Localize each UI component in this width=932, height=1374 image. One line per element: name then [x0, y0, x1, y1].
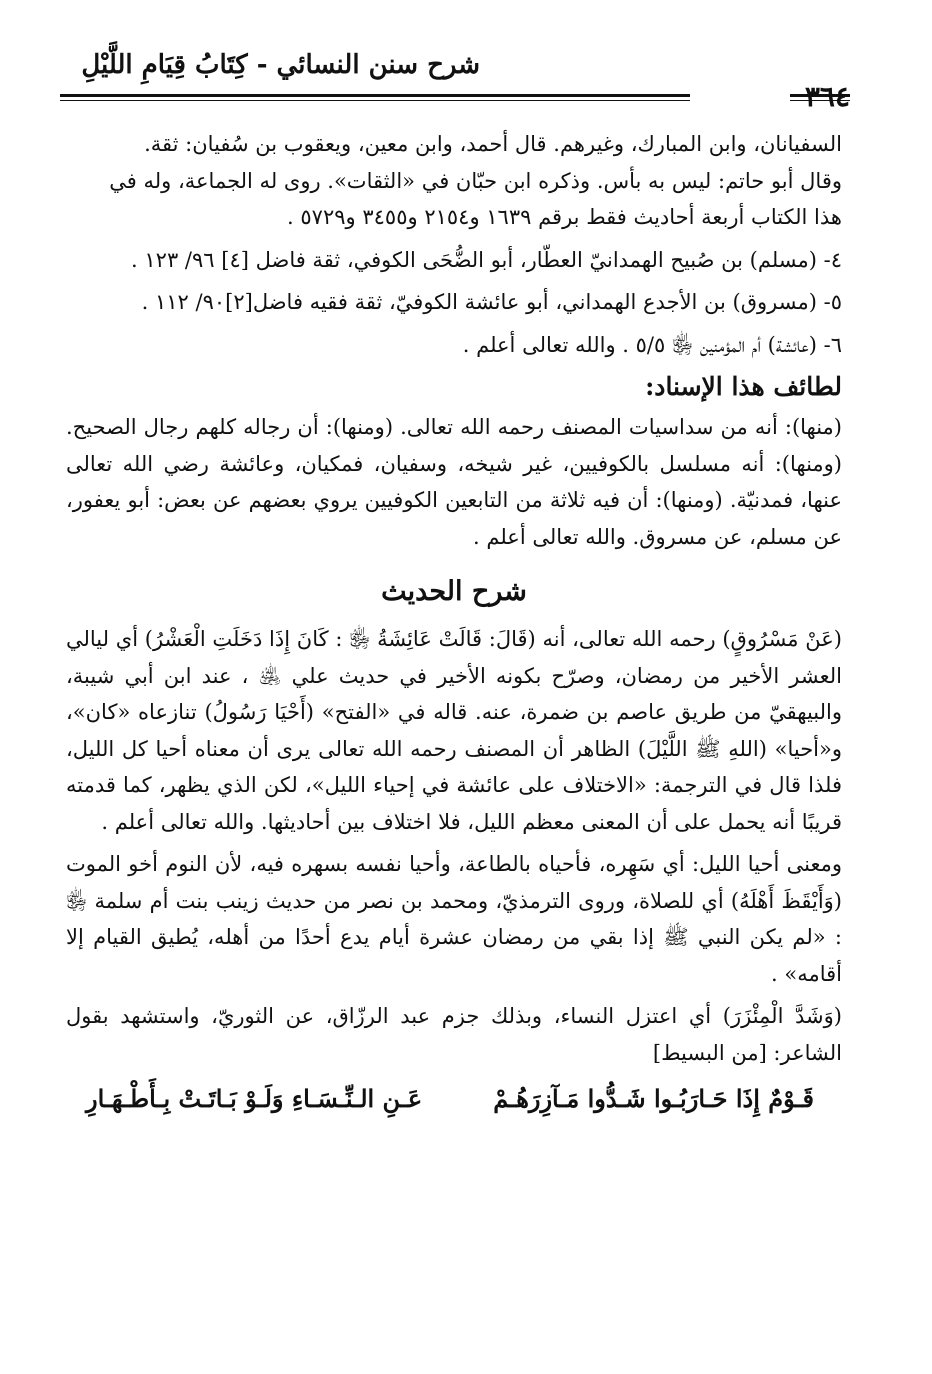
page-body	[66, 126, 842, 1121]
sharh-paragraph-3: (وَشَدَّ الْمِئْزَرَ) أي اعتزل النساء، وبذلك جزم عبد الرزّاق، عن الثوريّ، واستشهد بقول الشاعر: [من البسيط]	[66, 1004, 842, 1065]
page-number: ٣٦٤	[804, 80, 850, 113]
poetry-verse	[66, 1077, 842, 1121]
narrator-item-4: ٤- (مسلم) بن صُبيح الهمدانيّ العطّار، أبو الضُّحَى الكوفي، ثقة فاضل [٤] ٩٦/ ١٢٣ .	[131, 247, 842, 272]
lataif-paragraph: (منها): أنه من سداسيات المصنف رحمه الله تعالى. (ومنها): أن رجاله كلهم رجال الصحيح. (ومنها): أنه مسلسل بالكوفيين، غير شيخه، وسفيان، فمكيان، وعائشة رضي الله تعالى عنها، فمدنيّة. (ومنها): أن فيه ثلاثة من التابعين الكوفيين يروي بعضهم عن بعض: أبو يعفور، عن مسلم، عن مسروق. والله تعالى أعلم .	[66, 415, 842, 549]
sharh-paragraph-1: (عَنْ مَسْرُوقٍ) رحمه الله تعالى، أنه (قَالَ: قَالَتْ عَائِشَةُ ﵂ : كَانَ إِذَا دَخَلَتِ الْعَشْرُ) أي ليالي العشر الأخير من رمضان، وصرّح بكونه الأخير في حديث علي ﵁ ، عند ابن أبي شيبة، والبيهقيّ من طريق عاصم بن ضمرة، عنه. قاله في «الفتح» (أَحْيَا رَسُولُ) تنازعاه «كان»، و«أحيا» (اللهِ ﷺ اللَّيْلَ) الظاهر أن المصنف رحمه الله تعالى يرى أن معناه أحيا كل الليل، فلذا قال في الترجمة: «الاختلاف على عائشة في إحياء الليل»، لكن الذي يظهر، كما قدمته قريبًا أنه يحمل على أن المعنى معظم الليل، فلا اختلاف بين أحاديثها. والله تعالى أعلم .	[66, 627, 842, 834]
sharh-heading: شرح الحديث	[381, 576, 527, 607]
narrator-item-5: ٥- (مسروق) بن الأجدع الهمداني، أبو عائشة الكوفيّ، ثقة فقيه فاضل[٢]٩٠/ ١١٢ .	[141, 290, 842, 314]
lataif-heading: لطائف هذا الإسناد:	[645, 372, 842, 401]
sharh-paragraph-2: ومعنى أحيا الليل: أي سَهِره، فأحياه بالطاعة، وأحيا نفسه بسهره فيه، لأن النوم أخو الموت (وَأَيْقَظَ أَهْلَهُ) أي للصلاة، وروى الترمذيّ، ومحمد بن نصر من حديث زينب بنت أم سلمة ﵂ : «لم يكن النبي ﷺ إذا بقي من رمضان عشرة أيام يدع أحدًا من أهله، يُطيق القيام إلا أقامه» .	[66, 852, 842, 986]
narrator-continuation-line-1: السفيانان، وابن المبارك، وغيرهم. قال أحمد، وابن معين، ويعقوب بن سُفيان: ثقة.	[144, 132, 842, 156]
narrator-continuation-line-3: هذا الكتاب أربعة أحاديث فقط برقم ١٦٣٩ و٢١٥٤ و٣٤٥٥ و٥٧٢٩ .	[287, 205, 842, 229]
narrator-item-6: ٦- (عائشة) أم المؤمنين ﵂ ٥/٥ . والله تعالى أعلم .	[462, 332, 842, 357]
verse-second-hemistich: عَـنِ الـنِّـسَـاءِ وَلَـوْ بَـاتَـتْ بِـأَطْـهَـارِ	[86, 1084, 423, 1113]
narrator-continuation-line-2: وقال أبو حاتم: ليس به بأس. وذكره ابن حبّان في «الثقات». روى له الجماعة، وله في	[109, 168, 842, 193]
verse-first-hemistich: قَـوْمٌ إِذَا حَـارَبُـوا شَـدُّوا مَـآزِرَهُـمْ	[493, 1084, 814, 1113]
header-rule	[60, 94, 690, 101]
running-title: شرح سنن النسائي - كِتَابُ قِيَامِ اللَّيْلِ	[81, 50, 480, 80]
page-header	[60, 44, 850, 113]
